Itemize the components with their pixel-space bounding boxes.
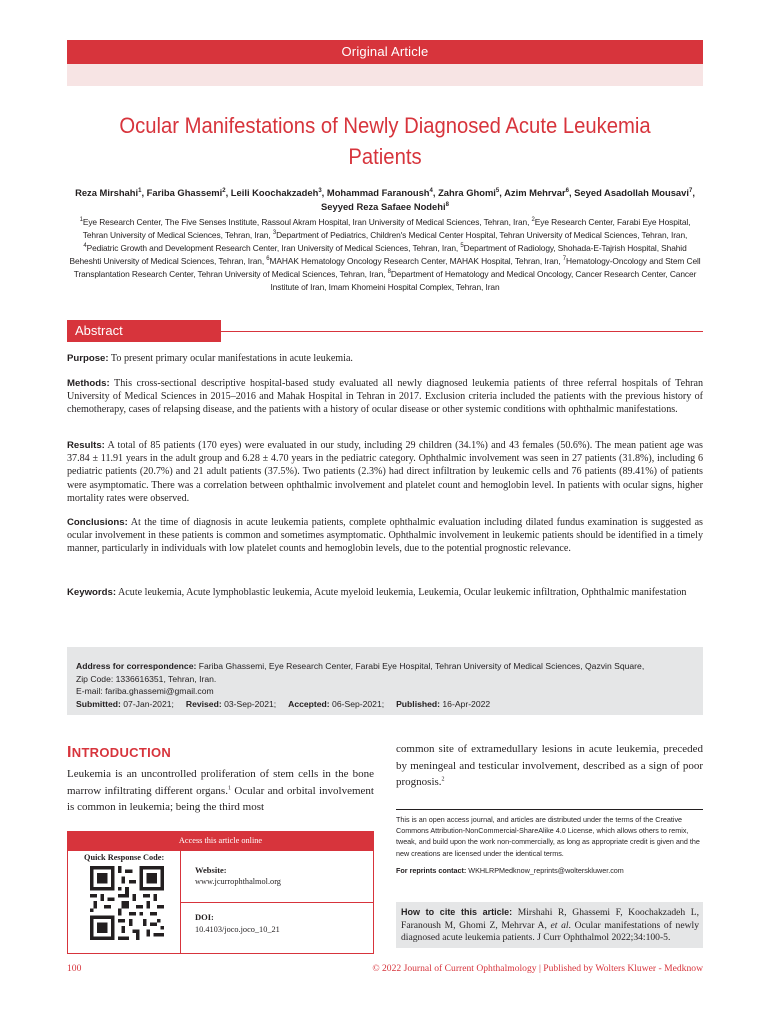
abstract-rule	[221, 331, 703, 332]
access-heading: Access this article online	[67, 831, 374, 851]
affiliation: $^8$Department of Hematology and Medical Oncology, Cancer Research Center, Cancer Institute of Iran, Imam Khomeini Hospital Complex, Tehran, Iran	[270, 269, 697, 292]
author: Azim Mehrvar$^6$,	[504, 187, 575, 198]
website-link[interactable]: www.jcurrophthalmol.org	[195, 877, 281, 886]
footer-publisher: © 2022 Journal of Current Ophthalmology | Published by Wolters Kluwer - Medknow	[372, 963, 703, 974]
affiliation: $^2$Eye Research Center, Farabi Eye Hospital, Tehran University of Medical Sciences, Tehran, Iran,	[82, 217, 691, 240]
page-number: 100	[67, 963, 82, 974]
affiliation: $^1$Eye Research Center, The Five Senses Institute, Rassoul Akram Hospital, Iran University of Medical Sciences, Tehran, Iran,	[79, 217, 532, 227]
affiliation: $^4$Pediatric Growth and Development Research Center, Iran University of Medical Sciences, Tehran, Iran,	[83, 243, 461, 253]
author: Seyyed Reza Safaee Nodehi$^8$	[321, 201, 449, 212]
submission-dates: Submitted: 07-Jan-2021; Revised: 03-Sep-2021; Accepted: 06-Sep-2021; Published: 16-Apr-2022	[76, 698, 491, 709]
author: Zahra Ghomi$^5$,	[438, 187, 505, 198]
reprints-contact: For reprints contact: WKHLRPMedknow_reprints@wolterskluwer.com	[396, 866, 624, 875]
affiliations	[67, 216, 703, 294]
abstract-purpose: Purpose: To present primary ocular manifestations in acute leukemia.	[67, 353, 353, 364]
abstract-heading: Abstract	[67, 320, 221, 342]
affiliation: $^5$Department of Radiology, Shohada-E-Tajrish Hospital, Shahid Beheshti University of Medical Sciences, Tehran, Iran,	[69, 243, 687, 266]
website-label: Website:	[195, 865, 227, 875]
article-type-banner: Original Article	[67, 40, 703, 64]
affiliation: $^3$Department of Pediatrics, Children's Medical Center Hospital, Tehran University of Medical Sciences, Tehran, Iran,	[272, 230, 688, 240]
author: Mohammad Faranoush$^4$,	[326, 187, 439, 198]
author: Fariba Ghassemi$^2$,	[146, 187, 231, 198]
doi-link[interactable]: 10.4103/joco.joco_10_21	[195, 925, 280, 934]
author: Reza Mirshahi$^1$,	[75, 187, 147, 198]
qr-code-icon	[90, 866, 164, 940]
citation-text: How to cite this article: Mirshahi R, Ghassemi F, Koochakzadeh L, Faranoush M, Ghomi Z, Mehrvar A, et al. Ocular manifestations of newly diagnosed acute leukemia patients. J Curr Ophthalmol 2022;34:100-5.	[401, 907, 699, 944]
introduction-left-text: Leukemia is an uncontrolled proliferation of stem cells in the bone marrow infiltrating different organs.$^1$ Ocular and orbital involvement is common in leukemia; being the third most	[67, 768, 374, 813]
article-title: Ocular Manifestations of Newly Diagnosed Acute Leukemia Patients	[119, 113, 651, 169]
doi-label: DOI:	[195, 912, 214, 922]
author: Leili Koochakzadeh$^3$,	[230, 187, 327, 198]
affiliation: $^7$Hematology-Oncology and Stem Cell Transplantation Research Center, Tehran University of Medical Sciences, Tehran, Iran,	[73, 256, 701, 279]
introduction-right-text: common site of extramedullary lesions in acute leukemia, preceded by meningeal and testicular involvement, described as a sign of poor prognosis.$^2$	[396, 743, 703, 788]
license-text: This is an open access journal, and articles are distributed under the terms of the Creative Commons Attribution-NonCommercial-ShareAlike 4.0 License, which allows others to remix, tweak, and build upon the work non-commercially, as long as appropriate credit is given and the new creations are licensed under the identical terms.	[396, 815, 700, 858]
author-list	[67, 186, 703, 214]
abstract-methods: Methods: This cross-sectional descriptive hospital-based study evaluated all newly diagnosed leukemia patients of three referral hospitals of Tehran University of Medical Sciences in 2015–2016 and Mahak Hospital in Tehran in 2017. Exclusion criteria included the patients with the previous history of chemotherapy, cases of relapsing disease, and the patients with a history of ocular disease or other systemic conditions with ophthalmic manifestations.	[67, 378, 703, 416]
correspondence-text: Address for correspondence: Fariba Ghassemi, Eye Research Center, Farabi Eye Hospital, Tehran University of Medical Sciences, Qazvin Square, Zip Code: 1336616351, Tehran, Iran. E-mail: fariba.ghassemi@gmail.com Submitted: 07-Jan-2021; Revised: 03-Sep-2021; Accepted: 06-Sep-2021; Published: 16-Apr-2022	[76, 660, 696, 710]
introduction-heading: INTRODUCTION	[67, 744, 172, 761]
license-rule	[396, 809, 703, 810]
access-divider-horizontal	[181, 902, 374, 903]
banner-strip	[67, 64, 703, 86]
qr-label: Quick Response Code:	[84, 853, 165, 862]
abstract-results: Results: A total of 85 patients (170 eyes) were evaluated in our study, including 29 children (34.1%) and 43 females (50.6%). The mean patient age was 37.84 ± 11.91 years in the adult group and 6.28 ± 4.70 years in the pediatric category. Ophthalmic involvement was seen in 27 patients (31.8%), including 6 pediatric patients (20.7%) and 21 adult patients (37.5%). Two patients (2.3%) had direct infiltration by leukemic cells and 76 patients (89.41%) of patients were asymptomatic. There was a correlation between ophthalmic involvement and platelet count and hemoglobin level. In patients with ocular signs, higher mortality rates were observed.	[67, 440, 703, 504]
author: Seyed Asadollah Mousavi$^7$,	[574, 187, 695, 198]
abstract-conclusions: Conclusions: At the time of diagnosis in acute leukemia patients, complete ophthalmic evaluation including dilated fundus examination is suggested as ocular involvement in these patients is common and sometimes asymptomatic. Ophthalmic involvement in leukemic patients should be identified in a timely manner, particularly in individuals with low platelet counts and hemoglobin levels, due to the potential prognostic relevance.	[67, 517, 703, 555]
abstract-keywords: Keywords: Acute leukemia, Acute lymphoblastic leukemia, Acute myeloid leukemia, Leukemia, Ocular leukemic infiltration, Ophthalmic manifestation	[67, 587, 687, 598]
correspondence-email: E-mail: fariba.ghassemi@gmail.com	[76, 686, 214, 697]
affiliation: $^6$MAHAK Hematology Oncology Research Center, MAHAK Hospital, Tehran, Iran,	[266, 256, 563, 266]
